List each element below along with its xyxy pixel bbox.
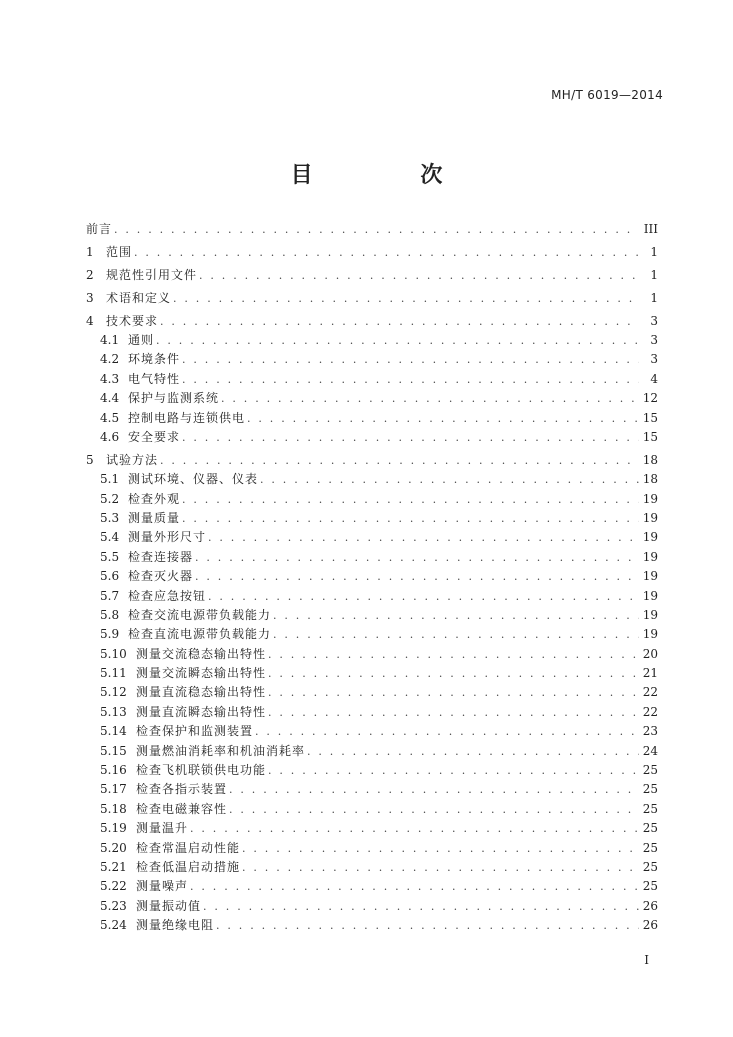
- toc-entry-page: 19: [642, 530, 658, 545]
- toc-entry-title: 保护与监测系统: [128, 391, 220, 406]
- toc-entry-page: 25: [642, 782, 658, 797]
- toc-entry-number: 5.17: [100, 782, 127, 797]
- toc-entry-page: 4: [650, 371, 658, 386]
- toc-entry-page: 25: [642, 860, 658, 874]
- toc-entry-title: 测量直流瞬态输出特性: [136, 704, 267, 719]
- toc-entry-title: 电气特性: [128, 371, 181, 386]
- toc-entry-number: 5.13: [100, 704, 127, 719]
- toc-entry-title: 检查外观: [128, 491, 181, 506]
- toc-entry-number: 5.3: [100, 510, 120, 525]
- toc-entry[interactable]: [86, 528, 658, 547]
- toc-dot-leader: [134, 243, 639, 262]
- toc-entry-page: 3: [650, 352, 658, 367]
- toc-entry-number: 5.18: [100, 801, 127, 816]
- toc-entry-title: 检查常温启动性能: [136, 840, 241, 855]
- toc-entry-page: 25: [642, 763, 658, 778]
- toc-entry[interactable]: [86, 312, 658, 331]
- toc-entry-title: 检查飞机联锁供电功能: [136, 763, 267, 778]
- toc-entry[interactable]: [86, 645, 658, 664]
- toc-entry-title: 测量外形尺寸: [128, 530, 207, 545]
- toc-entry[interactable]: [86, 243, 658, 262]
- toc-entry-title: 检查各指示装置: [136, 782, 228, 797]
- toc-entry-number: 4.1: [100, 332, 120, 347]
- toc-entry[interactable]: [86, 897, 658, 916]
- toc-dot-leader: [160, 451, 639, 470]
- toc-entry-page: 23: [642, 724, 658, 739]
- toc-entry[interactable]: [86, 664, 658, 683]
- toc-entry-number: 3: [86, 290, 94, 305]
- toc-entry[interactable]: [86, 490, 658, 509]
- toc-dot-leader: [242, 839, 639, 858]
- toc-entry-page: 22: [642, 685, 658, 700]
- toc-dot-leader: [268, 761, 639, 780]
- toc-entry-number: 5: [86, 452, 94, 467]
- toc-entry-title: 测量交流稳态输出特性: [136, 646, 267, 661]
- toc-dot-leader: [221, 389, 639, 408]
- toc-entry-page: 19: [642, 491, 658, 506]
- toc-entry-number: 5.22: [100, 879, 127, 894]
- toc-entry[interactable]: [86, 370, 658, 389]
- toc-dot-leader: [260, 470, 639, 489]
- toc-entry-page: 19: [642, 510, 658, 525]
- toc-entry-title: 检查低温启动措施: [136, 860, 241, 874]
- toc-dot-leader: [307, 742, 639, 761]
- toc-entry-number: 5.1: [100, 472, 120, 487]
- toc-entry[interactable]: [86, 409, 658, 428]
- toc-entry[interactable]: [86, 289, 658, 308]
- table-of-contents: [86, 220, 658, 936]
- toc-entry[interactable]: [86, 389, 658, 408]
- toc-entry-page: 3: [650, 332, 658, 347]
- toc-entry-number: 5.4: [100, 530, 120, 545]
- toc-entry[interactable]: [86, 780, 658, 799]
- toc-entry-title: 测试环境、仪器、仪表: [128, 472, 259, 487]
- toc-dot-leader: [203, 897, 639, 916]
- toc-entry-page: 26: [642, 898, 658, 913]
- toc-entry-title: 测量直流稳态输出特性: [136, 685, 267, 700]
- toc-entry-title: 术语和定义: [106, 290, 172, 305]
- toc-entry[interactable]: [86, 567, 658, 586]
- toc-dot-leader: [195, 548, 639, 567]
- toc-dot-leader: [255, 722, 639, 741]
- toc-entry-number: 5.16: [100, 763, 127, 778]
- toc-entry[interactable]: [86, 858, 658, 877]
- toc-dot-leader: [190, 819, 639, 838]
- toc-entry-title: 通则: [128, 332, 155, 347]
- toc-entry-page: 18: [642, 452, 658, 467]
- toc-entry[interactable]: [86, 625, 658, 644]
- toc-entry-number: 5.24: [100, 918, 127, 933]
- toc-entry-title: 检查交流电源带负载能力: [128, 607, 272, 622]
- toc-entry-number: 5.14: [100, 724, 127, 739]
- toc-entry-page: 1: [650, 244, 658, 259]
- toc-entry-title: 测量噪声: [136, 879, 189, 894]
- toc-entry-title: 测量绝缘电阻: [136, 918, 215, 933]
- toc-entry-title: 规范性引用文件: [106, 267, 198, 282]
- toc-entry-number: 5.19: [100, 821, 127, 836]
- document-code: MH/T 6019—2014: [551, 88, 663, 102]
- toc-entry-title: 控制电路与连锁供电: [128, 410, 246, 425]
- toc-entry-number: 5.8: [100, 607, 120, 622]
- toc-entry-number: 4: [86, 313, 94, 328]
- toc-entry-title: 环境条件: [128, 352, 181, 367]
- toc-entry-number: 5.23: [100, 898, 127, 913]
- toc-entry-title: 检查电磁兼容性: [136, 801, 228, 816]
- toc-entry-page: 25: [642, 879, 658, 894]
- toc-dot-leader: [247, 409, 639, 428]
- toc-entry[interactable]: [86, 350, 658, 369]
- toc-entry-title: 安全要求: [128, 429, 181, 444]
- toc-entry[interactable]: [86, 220, 658, 239]
- toc-dot-leader: [229, 780, 639, 799]
- toc-dot-leader: [268, 683, 639, 702]
- toc-entry-number: 5.6: [100, 569, 120, 584]
- toc-entry-number: 5.20: [100, 840, 127, 855]
- toc-dot-leader: [199, 266, 639, 285]
- toc-entry-page: 18: [642, 472, 658, 487]
- toc-entry[interactable]: [86, 761, 658, 780]
- toc-entry-page: 19: [642, 569, 658, 584]
- toc-dot-leader: [216, 916, 639, 935]
- toc-entry-number: 1: [86, 244, 94, 259]
- toc-dot-leader: [273, 625, 639, 644]
- toc-entry[interactable]: [86, 703, 658, 722]
- toc-entry-number: 5.5: [100, 549, 120, 564]
- toc-entry-page: 25: [642, 840, 658, 855]
- toc-entry[interactable]: [86, 819, 658, 838]
- toc-entry[interactable]: [86, 587, 658, 606]
- toc-entry[interactable]: [86, 548, 658, 567]
- toc-entry-number: 5.2: [100, 491, 120, 506]
- toc-entry[interactable]: [86, 722, 658, 741]
- toc-entry-page: 15: [642, 429, 658, 444]
- toc-entry-page: 15: [642, 410, 658, 425]
- toc-entry[interactable]: [86, 800, 658, 819]
- toc-entry-page: 26: [642, 918, 658, 933]
- toc-entry[interactable]: [86, 428, 658, 447]
- toc-entry-title: 检查直流电源带负载能力: [128, 627, 272, 642]
- toc-entry-number: 5.12: [100, 685, 127, 700]
- toc-entry-page: 19: [642, 607, 658, 622]
- toc-entry-number: 5.10: [100, 646, 127, 661]
- toc-dot-leader: [182, 490, 639, 509]
- toc-dot-leader: [195, 567, 639, 586]
- toc-dot-leader: [268, 645, 639, 664]
- toc-entry[interactable]: [86, 509, 658, 528]
- toc-entry-number: 4.5: [100, 410, 120, 425]
- toc-entry-title: 试验方法: [106, 452, 159, 467]
- page-title: 目 次: [290, 163, 493, 188]
- toc-entry[interactable]: [86, 331, 658, 350]
- toc-entry-title: 检查应急按钮: [128, 588, 207, 603]
- toc-entry-page: 19: [642, 588, 658, 603]
- toc-entry[interactable]: [86, 742, 658, 761]
- toc-entry-page: 25: [642, 801, 658, 816]
- toc-dot-leader: [208, 587, 639, 606]
- toc-dot-leader: [182, 428, 639, 447]
- toc-dot-leader: [268, 703, 639, 722]
- toc-dot-leader: [114, 220, 639, 239]
- toc-entry-page: 19: [642, 549, 658, 564]
- toc-entry-title: 前言: [86, 222, 113, 236]
- toc-entry[interactable]: [86, 916, 658, 935]
- toc-entry-page: 19: [642, 627, 658, 642]
- toc-dot-leader: [173, 289, 639, 308]
- toc-entry-title: 检查连接器: [128, 549, 194, 564]
- toc-entry-page: 21: [642, 666, 658, 681]
- toc-entry-number: 5.15: [100, 743, 127, 758]
- toc-entry[interactable]: [86, 683, 658, 702]
- toc-entry-title: 检查灭火器: [128, 569, 194, 584]
- toc-dot-leader: [190, 877, 639, 896]
- toc-entry-page: 12: [642, 391, 658, 406]
- toc-entry-number: 5.21: [100, 860, 127, 874]
- toc-entry-number: 2: [86, 267, 94, 282]
- toc-dot-leader: [182, 350, 639, 369]
- toc-entry-title: 测量振动值: [136, 898, 202, 913]
- toc-entry-number: 5.9: [100, 627, 120, 642]
- toc-entry-title: 测量温升: [136, 821, 189, 836]
- toc-entry[interactable]: [86, 266, 658, 285]
- toc-dot-leader: [268, 664, 639, 683]
- toc-entry-page: 1: [650, 267, 658, 282]
- toc-entry-page: 1: [650, 290, 658, 305]
- toc-entry-page: III: [643, 222, 658, 236]
- toc-dot-leader: [182, 370, 639, 389]
- toc-entry-page: 20: [642, 646, 658, 661]
- toc-entry[interactable]: [86, 606, 658, 625]
- toc-entry-title: 检查保护和监测装置: [136, 724, 254, 739]
- toc-entry-number: 4.6: [100, 429, 120, 444]
- toc-dot-leader: [160, 312, 639, 331]
- toc-entry-number: 4.4: [100, 391, 120, 406]
- toc-entry-page: 24: [642, 743, 658, 758]
- toc-dot-leader: [273, 606, 639, 625]
- toc-entry-title: 测量质量: [128, 510, 181, 525]
- toc-entry-page: 3: [650, 313, 658, 328]
- toc-entry-title: 技术要求: [106, 313, 159, 328]
- toc-entry[interactable]: [86, 839, 658, 858]
- toc-entry-number: 4.2: [100, 352, 120, 367]
- toc-dot-leader: [208, 528, 639, 547]
- toc-dot-leader: [229, 800, 639, 819]
- toc-entry-title: 测量燃油消耗率和机油消耗率: [136, 743, 306, 758]
- toc-entry-number: 5.11: [100, 666, 127, 681]
- toc-entry-title: 范围: [106, 244, 133, 259]
- toc-dot-leader: [156, 331, 639, 350]
- toc-entry-number: 4.3: [100, 371, 120, 386]
- toc-dot-leader: [182, 509, 639, 528]
- toc-entry-page: 25: [642, 821, 658, 836]
- toc-entry-page: 22: [642, 704, 658, 719]
- toc-entry-number: 5.7: [100, 588, 120, 603]
- toc-dot-leader: [242, 858, 639, 877]
- page-number: I: [644, 953, 649, 967]
- toc-entry[interactable]: [86, 877, 658, 896]
- toc-entry[interactable]: [86, 451, 658, 470]
- toc-entry[interactable]: [86, 470, 658, 489]
- toc-entry-title: 测量交流瞬态输出特性: [136, 666, 267, 681]
